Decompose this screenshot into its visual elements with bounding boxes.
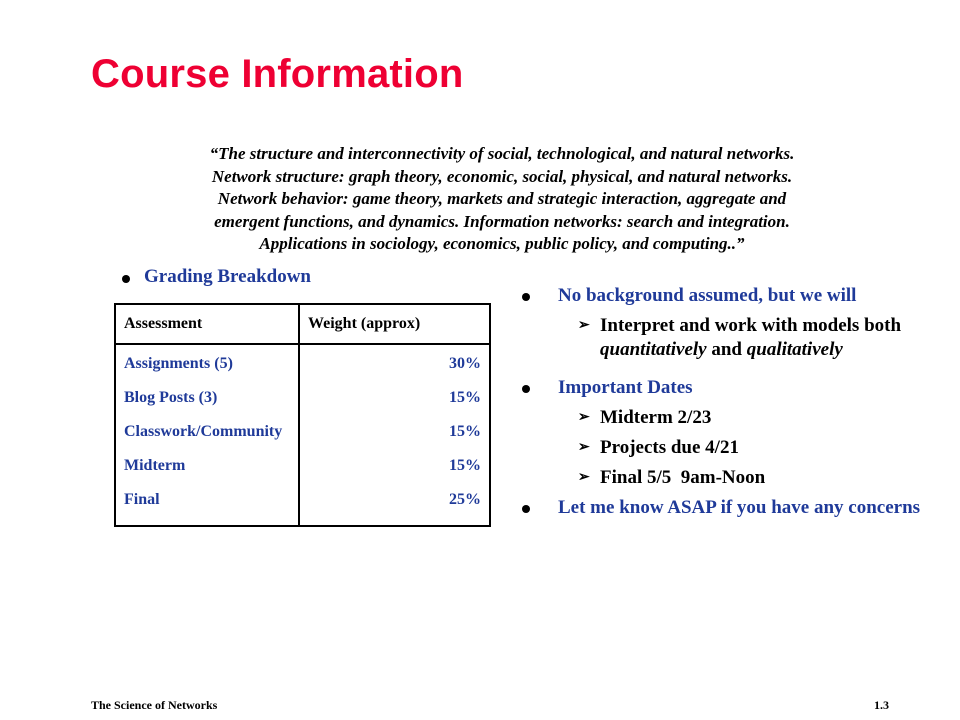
quote-line: “The structure and interconnectivity of social, technological, and natural networks. [209, 144, 795, 163]
table-row [115, 344, 490, 385]
quote-line: Network structure: graph theory, economic, social, physical, and natural networks. [211, 166, 793, 186]
column-header-weight: Weight (approx) [299, 304, 490, 344]
slide-title: Course Information [91, 52, 464, 96]
table-header-row [115, 304, 490, 344]
table-row [115, 453, 490, 487]
quote-line: Applications in sociology, economics, public policy, and computing..” [259, 234, 745, 253]
date-text: Final 5/5 9am-Noon [600, 467, 766, 488]
arrow-bullet-icon: ➢ [578, 410, 590, 425]
footer-slide-number: 1.3 [874, 698, 889, 712]
column-header-assessment: Assessment [115, 304, 299, 344]
concerns-text: Let me know ASAP if you have any concerns [558, 497, 921, 518]
sub-item-interpret [510, 314, 930, 362]
weight-cell: 30% [299, 344, 490, 385]
assessment-cell: Final [115, 487, 299, 526]
background-text: No background assumed, but we will [558, 285, 857, 306]
footer-course-name: The Science of Networks [91, 698, 218, 712]
bullet-item-dates [510, 376, 930, 400]
sub-item-date [510, 406, 930, 430]
weight-cell: 25% [299, 487, 490, 526]
weight-cell: 15% [299, 453, 490, 487]
table-row [115, 487, 490, 526]
interpret-quantitatively: quantitatively [600, 339, 707, 360]
bullet-item-background [510, 284, 930, 308]
quote-line: emergent functions, and dynamics. Information networks: search and integration. [214, 211, 790, 231]
grading-table [114, 303, 491, 527]
date-text: Projects due 4/21 [600, 437, 739, 458]
date-text: Midterm 2/23 [600, 407, 712, 428]
assessment-cell: Classwork/Community [115, 419, 299, 453]
grading-heading-text: Grading Breakdown [144, 266, 311, 287]
bullet-icon [522, 505, 530, 513]
grading-breakdown-heading [122, 266, 311, 288]
assessment-cell: Midterm [115, 453, 299, 487]
arrow-bullet-icon: ➢ [578, 318, 590, 333]
table-row [115, 419, 490, 453]
arrow-bullet-icon: ➢ [578, 440, 590, 455]
weight-cell: 15% [299, 419, 490, 453]
bullet-item-concerns [510, 496, 930, 520]
sub-item-date [510, 466, 930, 490]
bullet-icon [122, 275, 130, 283]
assessment-cell: Assignments (5) [115, 344, 299, 385]
course-description-quote [122, 143, 882, 256]
arrow-bullet-icon: ➢ [578, 470, 590, 485]
interpret-text-b: and [706, 339, 747, 360]
dates-heading: Important Dates [558, 377, 693, 398]
table-row [115, 385, 490, 419]
bullet-icon [522, 293, 530, 301]
interpret-text-a: Interpret and work with models both [600, 315, 902, 336]
bullet-icon [522, 385, 530, 393]
course-notes [510, 284, 930, 526]
interpret-qualitatively: qualitatively [746, 339, 843, 360]
weight-cell: 15% [299, 385, 490, 419]
sub-item-date [510, 436, 930, 460]
quote-line: Network behavior: game theory, markets and strategic interaction, aggregate and [217, 189, 787, 208]
assessment-cell: Blog Posts (3) [115, 385, 299, 419]
